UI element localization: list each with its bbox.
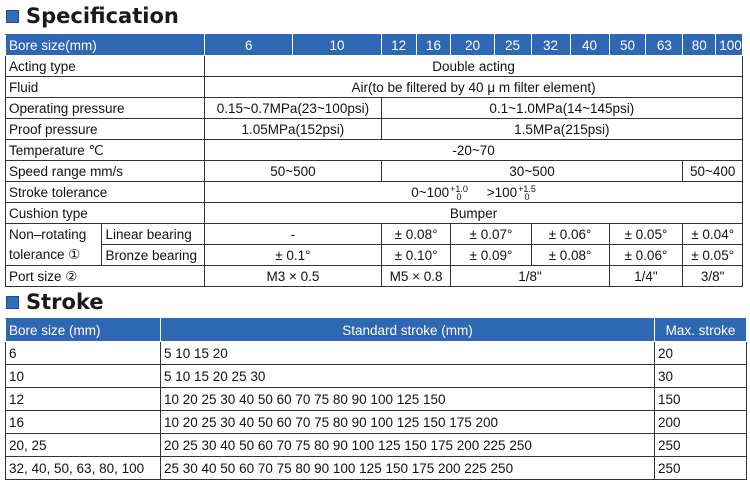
acting-type-label: Acting type bbox=[6, 56, 205, 77]
standard-stroke-cell: 10 20 25 30 40 50 60 70 75 80 90 100 125 150 bbox=[161, 388, 655, 411]
tolerance-a-upper: +1.0 bbox=[450, 183, 468, 194]
tolerance-a-lower: 0 bbox=[456, 191, 462, 202]
port-size-value: M3 × 0.5 bbox=[205, 266, 382, 287]
linear-bearing-value: ± 0.07° bbox=[451, 224, 531, 245]
operating-pressure-label: Operating pressure bbox=[6, 98, 205, 119]
temperature-row bbox=[6, 140, 743, 161]
linear-bearing-value: ± 0.04° bbox=[683, 224, 743, 245]
header-bore-80: 80 bbox=[683, 35, 716, 56]
stroke-tolerance-value bbox=[205, 182, 743, 203]
tolerance-b-lower: 0 bbox=[524, 191, 530, 202]
max-stroke-cell: 30 bbox=[655, 365, 747, 388]
bronze-bearing-value: ± 0.09° bbox=[451, 245, 531, 266]
tolerance-a-base: 0~100 bbox=[411, 184, 450, 200]
header-bore-40: 40 bbox=[570, 35, 609, 56]
header-max-stroke: Max. stroke bbox=[655, 319, 747, 342]
max-stroke-cell: 250 bbox=[655, 434, 747, 457]
table-row bbox=[6, 411, 747, 434]
stroke-header-row bbox=[6, 319, 747, 342]
standard-stroke-cell: 5 10 15 20 25 30 bbox=[161, 365, 655, 388]
acting-type-value: Double acting bbox=[205, 56, 743, 77]
table-row bbox=[6, 342, 747, 365]
bore-cell: 12 bbox=[6, 388, 161, 411]
linear-bearing-value: ± 0.06° bbox=[531, 224, 609, 245]
header-bore-16: 16 bbox=[416, 35, 451, 56]
non-rotating-bronze-row bbox=[6, 245, 743, 266]
bore-cell: 32, 40, 50, 63, 80, 100 bbox=[6, 457, 161, 480]
linear-bearing-value: ± 0.08° bbox=[381, 224, 451, 245]
speed-range-small: 50~500 bbox=[205, 161, 382, 182]
bore-cell: 6 bbox=[6, 342, 161, 365]
header-bore-63: 63 bbox=[646, 35, 683, 56]
non-rotating-linear-row bbox=[6, 224, 743, 245]
tolerance-b-upper: +1.5 bbox=[518, 183, 536, 194]
operating-pressure-small: 0.15~0.7MPa(23~100psi) bbox=[205, 98, 382, 119]
temperature-value: -20~70 bbox=[205, 140, 743, 161]
header-bore-20: 20 bbox=[451, 35, 494, 56]
specification-title: Specification bbox=[26, 4, 179, 28]
spec-header-row bbox=[6, 35, 743, 56]
bore-cell: 10 bbox=[6, 365, 161, 388]
port-size-value: M5 × 0.8 bbox=[381, 266, 451, 287]
standard-stroke-cell: 10 20 25 30 40 50 60 70 75 80 90 100 125 150 175 200 bbox=[161, 411, 655, 434]
table-row bbox=[6, 388, 747, 411]
cushion-type-value: Bumper bbox=[205, 203, 743, 224]
max-stroke-cell: 150 bbox=[655, 388, 747, 411]
linear-bearing-value: ± 0.05° bbox=[609, 224, 683, 245]
fluid-label: Fluid bbox=[6, 77, 205, 98]
cushion-type-row bbox=[6, 203, 743, 224]
bronze-bearing-label: Bronze bearing bbox=[102, 245, 205, 266]
stroke-tolerance-label: Stroke tolerance bbox=[6, 182, 205, 203]
header-bore-50: 50 bbox=[609, 35, 646, 56]
port-size-label: Port size ② bbox=[6, 266, 205, 287]
temperature-label: Temperature ℃ bbox=[6, 140, 205, 161]
speed-range-row bbox=[6, 161, 743, 182]
standard-stroke-cell: 25 30 40 50 60 70 75 80 90 100 125 150 175 200 225 250 bbox=[161, 457, 655, 480]
specification-table bbox=[5, 34, 743, 287]
header-bore-25: 25 bbox=[494, 35, 531, 56]
bore-cell: 20, 25 bbox=[6, 434, 161, 457]
table-row bbox=[6, 457, 747, 480]
operating-pressure-large: 0.1~1.0MPa(14~145psi) bbox=[381, 98, 742, 119]
tolerance-b-base: >100 bbox=[486, 184, 518, 200]
fluid-value: Air(to be filtered by 40 μ m filter element) bbox=[205, 77, 743, 98]
cushion-type-label: Cushion type bbox=[6, 203, 205, 224]
port-size-row bbox=[6, 266, 743, 287]
fluid-row bbox=[6, 77, 743, 98]
stroke-table bbox=[5, 318, 747, 480]
proof-pressure-label: Proof pressure bbox=[6, 119, 205, 140]
port-size-value: 1/8" bbox=[451, 266, 609, 287]
standard-stroke-cell: 20 25 30 40 50 60 70 75 80 90 100 125 150 175 200 225 250 bbox=[161, 434, 655, 457]
speed-range-large: 50~400 bbox=[683, 161, 743, 182]
table-row bbox=[6, 434, 747, 457]
bronze-bearing-value: ± 0.1° bbox=[205, 245, 382, 266]
speed-range-label: Speed range mm/s bbox=[6, 161, 205, 182]
header-bore-12: 12 bbox=[381, 35, 416, 56]
standard-stroke-cell: 5 10 15 20 bbox=[161, 342, 655, 365]
stroke-tolerance-row bbox=[6, 182, 743, 203]
tolerance-label: tolerance ① bbox=[6, 245, 102, 266]
header-bore-6: 6 bbox=[205, 35, 293, 56]
bronze-bearing-value: ± 0.05° bbox=[683, 245, 743, 266]
proof-pressure-row bbox=[6, 119, 743, 140]
proof-pressure-small: 1.05MPa(152psi) bbox=[205, 119, 382, 140]
port-size-value: 1/4" bbox=[609, 266, 683, 287]
bronze-bearing-value: ± 0.06° bbox=[609, 245, 683, 266]
operating-pressure-row bbox=[6, 98, 743, 119]
port-size-value: 3/8" bbox=[683, 266, 743, 287]
acting-type-row bbox=[6, 56, 743, 77]
header-bore-100: 100 bbox=[716, 35, 743, 56]
linear-bearing-value: - bbox=[205, 224, 382, 245]
max-stroke-cell: 200 bbox=[655, 411, 747, 434]
header-bore-size: Bore size(mm) bbox=[6, 35, 205, 56]
stroke-title: Stroke bbox=[26, 290, 104, 314]
specification-heading bbox=[6, 4, 179, 28]
stroke-heading bbox=[6, 290, 104, 314]
bronze-bearing-value: ± 0.10° bbox=[381, 245, 451, 266]
max-stroke-cell: 20 bbox=[655, 342, 747, 365]
square-bullet-icon bbox=[6, 296, 19, 309]
header-standard-stroke: Standard stroke (mm) bbox=[161, 319, 655, 342]
proof-pressure-large: 1.5MPa(215psi) bbox=[381, 119, 742, 140]
tolerance-b-fraction bbox=[518, 185, 536, 201]
header-bore-size: Bore size (mm) bbox=[6, 319, 161, 342]
header-bore-32: 32 bbox=[531, 35, 570, 56]
tolerance-a-fraction bbox=[450, 185, 468, 201]
bore-cell: 16 bbox=[6, 411, 161, 434]
linear-bearing-label: Linear bearing bbox=[102, 224, 205, 245]
bronze-bearing-value: ± 0.08° bbox=[531, 245, 609, 266]
header-bore-10: 10 bbox=[293, 35, 381, 56]
square-bullet-icon bbox=[6, 10, 19, 23]
table-row bbox=[6, 365, 747, 388]
speed-range-mid: 30~500 bbox=[381, 161, 683, 182]
non-rotating-label: Non–rotating bbox=[6, 224, 102, 245]
max-stroke-cell: 250 bbox=[655, 457, 747, 480]
